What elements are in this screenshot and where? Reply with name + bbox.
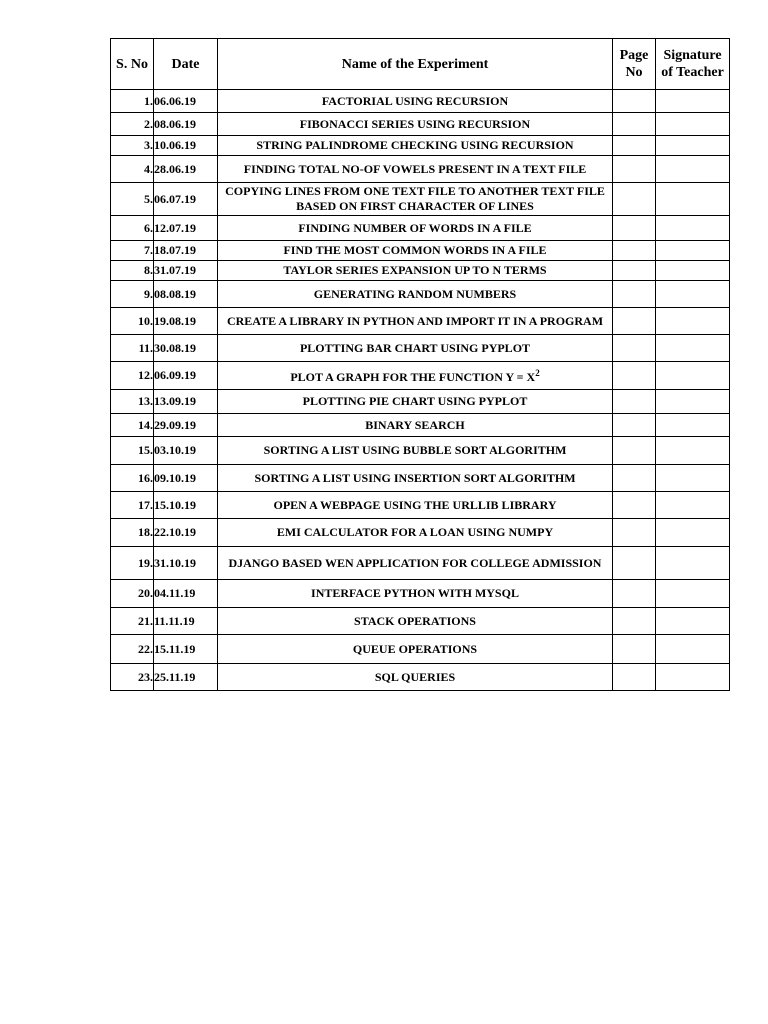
row-experiment-name bbox=[218, 90, 613, 113]
table-row bbox=[111, 216, 730, 241]
table-row bbox=[111, 281, 730, 308]
row-page-no bbox=[613, 608, 656, 635]
row-sno bbox=[111, 241, 154, 261]
row-date-text: 12.07.19 bbox=[154, 220, 196, 235]
table-body bbox=[111, 90, 730, 691]
row-sno-text: 1. bbox=[144, 93, 153, 108]
experiment-name-header: Name of the Experiment bbox=[218, 39, 613, 90]
row-date bbox=[154, 90, 218, 113]
row-experiment-name bbox=[218, 414, 613, 437]
row-date bbox=[154, 261, 218, 281]
row-sno-text: 15. bbox=[138, 443, 153, 457]
row-page-no bbox=[613, 492, 656, 519]
table-row bbox=[111, 608, 730, 635]
row-experiment-name-text: PLOT A GRAPH FOR THE FUNCTION Y = X bbox=[290, 370, 536, 384]
table-row bbox=[111, 261, 730, 281]
row-signature bbox=[656, 437, 730, 465]
row-sno bbox=[111, 390, 154, 414]
table-row bbox=[111, 414, 730, 437]
row-signature bbox=[656, 156, 730, 183]
row-experiment-name bbox=[218, 261, 613, 281]
page-no-header: Page No bbox=[613, 39, 656, 90]
row-page-no bbox=[613, 635, 656, 664]
row-experiment-name bbox=[218, 437, 613, 465]
row-experiment-name-text: FIND THE MOST COMMON WORDS IN A FILE bbox=[283, 243, 547, 257]
row-signature bbox=[656, 465, 730, 492]
row-experiment-name bbox=[218, 608, 613, 635]
row-date-text: 15.10.19 bbox=[154, 497, 196, 512]
row-sno bbox=[111, 465, 154, 492]
table-row bbox=[111, 390, 730, 414]
row-sno bbox=[111, 308, 154, 335]
row-date-text: 10.06.19 bbox=[154, 138, 196, 152]
row-sno-text: 23. bbox=[138, 669, 153, 684]
row-page-no bbox=[613, 547, 656, 580]
signature-header: Signature of Teacher bbox=[656, 39, 730, 90]
row-sno bbox=[111, 335, 154, 362]
row-sno-text: 11. bbox=[138, 340, 153, 355]
row-date-text: 29.09.19 bbox=[154, 417, 196, 432]
row-date bbox=[154, 362, 218, 390]
row-signature bbox=[656, 635, 730, 664]
row-sno-text: 5. bbox=[144, 191, 153, 206]
table-row bbox=[111, 335, 730, 362]
table-row bbox=[111, 492, 730, 519]
row-date bbox=[154, 608, 218, 635]
row-date bbox=[154, 465, 218, 492]
row-date-text: 04.11.19 bbox=[154, 586, 196, 600]
row-sno bbox=[111, 136, 154, 156]
table-row bbox=[111, 136, 730, 156]
row-signature bbox=[656, 664, 730, 691]
row-page-no bbox=[613, 156, 656, 183]
sno-header: S. No bbox=[111, 39, 154, 90]
row-experiment-name-text: SQL QUERIES bbox=[374, 669, 456, 684]
row-date bbox=[154, 580, 218, 608]
table-row bbox=[111, 156, 730, 183]
row-sno-text: 21. bbox=[138, 613, 153, 628]
row-date-text: 03.10.19 bbox=[154, 443, 196, 457]
row-sno-text: 12. bbox=[138, 368, 153, 382]
row-sno bbox=[111, 608, 154, 635]
row-experiment-name-text: OPEN A WEBPAGE USING THE URLLIB LIBRARY bbox=[273, 497, 557, 512]
row-experiment-name-text: FINDING TOTAL NO-OF VOWELS PRESENT IN A TEXT FILE bbox=[243, 161, 587, 176]
table-row bbox=[111, 362, 730, 390]
row-page-no bbox=[613, 437, 656, 465]
table-row bbox=[111, 113, 730, 136]
date-header: Date bbox=[154, 39, 218, 90]
row-date-text: 18.07.19 bbox=[154, 243, 196, 257]
row-signature bbox=[656, 308, 730, 335]
row-date bbox=[154, 308, 218, 335]
row-page-no bbox=[613, 390, 656, 414]
table-row bbox=[111, 90, 730, 113]
row-experiment-name bbox=[218, 241, 613, 261]
row-experiment-name bbox=[218, 635, 613, 664]
row-experiment-name-text: CREATE A LIBRARY IN PYTHON AND IMPORT IT IN A PROGRAM bbox=[226, 313, 604, 328]
row-experiment-name-text: DJANGO BASED WEN APPLICATION FOR COLLEGE ADMISSION bbox=[228, 555, 602, 570]
row-date-text: 08.06.19 bbox=[154, 116, 196, 131]
row-sno-text: 7. bbox=[144, 243, 153, 257]
row-experiment-name-text: QUEUE OPERATIONS bbox=[352, 641, 478, 656]
row-sno-text: 3. bbox=[144, 138, 153, 152]
row-date-text: 31.07.19 bbox=[154, 263, 196, 277]
row-date bbox=[154, 156, 218, 183]
row-date-text: 30.08.19 bbox=[154, 340, 196, 355]
row-page-no bbox=[613, 216, 656, 241]
row-experiment-name-text: BINARY SEARCH bbox=[365, 417, 465, 432]
row-page-no bbox=[613, 90, 656, 113]
row-signature bbox=[656, 241, 730, 261]
row-experiment-name-text: STACK OPERATIONS bbox=[354, 613, 476, 628]
table-row bbox=[111, 547, 730, 580]
row-date bbox=[154, 335, 218, 362]
row-sno-text: 17. bbox=[138, 497, 153, 512]
row-date bbox=[154, 635, 218, 664]
row-page-no bbox=[613, 335, 656, 362]
row-signature bbox=[656, 90, 730, 113]
row-date bbox=[154, 492, 218, 519]
row-experiment-name-text: STRING PALINDROME CHECKING USING RECURSION bbox=[256, 138, 574, 152]
row-experiment-name bbox=[218, 465, 613, 492]
row-signature bbox=[656, 547, 730, 580]
row-date bbox=[154, 113, 218, 136]
row-experiment-name bbox=[218, 580, 613, 608]
row-signature bbox=[656, 608, 730, 635]
row-experiment-name bbox=[218, 519, 613, 547]
row-experiment-name-text: FINDING NUMBER OF WORDS IN A FILE bbox=[298, 220, 532, 235]
row-date-text: 31.10.19 bbox=[154, 555, 196, 570]
row-sno bbox=[111, 437, 154, 465]
row-experiment-name-text: PLOTTING BAR CHART USING PYPLOT bbox=[299, 340, 531, 355]
row-date-text: 06.09.19 bbox=[154, 368, 196, 382]
row-sno-text: 14. bbox=[138, 417, 153, 432]
superscript: 2 bbox=[535, 368, 540, 378]
row-experiment-name-text: TAYLOR SERIES EXPANSION UP TO N TERMS bbox=[283, 263, 547, 277]
row-date bbox=[154, 241, 218, 261]
row-date-text: 09.10.19 bbox=[154, 470, 196, 485]
row-experiment-name-text: EMI CALCULATOR FOR A LOAN USING NUMPY bbox=[276, 525, 554, 539]
table-row bbox=[111, 635, 730, 664]
row-date-text: 28.06.19 bbox=[154, 161, 196, 176]
row-experiment-name bbox=[218, 281, 613, 308]
row-signature bbox=[656, 136, 730, 156]
row-experiment-name-text: PLOTTING PIE CHART USING PYPLOT bbox=[302, 394, 528, 408]
row-page-no bbox=[613, 261, 656, 281]
row-experiment-name bbox=[218, 183, 613, 216]
row-signature bbox=[656, 492, 730, 519]
row-sno-text: 9. bbox=[144, 286, 153, 301]
row-date bbox=[154, 183, 218, 216]
row-sno-text: 2. bbox=[144, 116, 153, 131]
row-sno bbox=[111, 216, 154, 241]
experiment-index-table bbox=[110, 38, 730, 691]
row-sno bbox=[111, 362, 154, 390]
row-experiment-name bbox=[218, 664, 613, 691]
row-signature bbox=[656, 390, 730, 414]
row-date bbox=[154, 390, 218, 414]
row-page-no bbox=[613, 241, 656, 261]
row-experiment-name-text: FACTORIAL USING RECURSION bbox=[321, 93, 509, 108]
row-page-no bbox=[613, 113, 656, 136]
table-row bbox=[111, 465, 730, 492]
row-page-no bbox=[613, 465, 656, 492]
row-sno bbox=[111, 414, 154, 437]
row-date bbox=[154, 414, 218, 437]
row-signature bbox=[656, 580, 730, 608]
row-sno bbox=[111, 281, 154, 308]
table-row bbox=[111, 580, 730, 608]
row-sno bbox=[111, 113, 154, 136]
row-experiment-name bbox=[218, 335, 613, 362]
row-sno-text: 8. bbox=[144, 263, 153, 277]
row-signature bbox=[656, 113, 730, 136]
row-date bbox=[154, 519, 218, 547]
row-signature bbox=[656, 216, 730, 241]
row-date-text: 15.11.19 bbox=[154, 641, 196, 656]
row-experiment-name bbox=[218, 362, 613, 390]
row-date bbox=[154, 136, 218, 156]
row-sno-text: 6. bbox=[144, 220, 153, 235]
row-experiment-name-text: GENERATING RANDOM NUMBERS bbox=[313, 286, 517, 301]
row-experiment-name bbox=[218, 156, 613, 183]
row-date bbox=[154, 437, 218, 465]
row-date bbox=[154, 664, 218, 691]
row-page-no bbox=[613, 281, 656, 308]
row-sno bbox=[111, 635, 154, 664]
row-date-text: 25.11.19 bbox=[154, 669, 196, 684]
row-sno-text: 19. bbox=[138, 555, 153, 570]
row-sno-text: 18. bbox=[138, 525, 153, 539]
row-page-no bbox=[613, 580, 656, 608]
row-sno bbox=[111, 547, 154, 580]
row-sno-text: 22. bbox=[138, 641, 153, 656]
row-date bbox=[154, 216, 218, 241]
table-row bbox=[111, 241, 730, 261]
row-date-text: 22.10.19 bbox=[154, 525, 196, 539]
row-sno-text: 10. bbox=[138, 313, 153, 328]
row-signature bbox=[656, 335, 730, 362]
header-row bbox=[111, 39, 730, 90]
row-sno bbox=[111, 492, 154, 519]
row-experiment-name-text: COPYING LINES FROM ONE TEXT FILE TO ANOTHER TEXT FILE BASED ON FIRST CHARACTER OF LINES bbox=[225, 184, 605, 213]
row-experiment-name bbox=[218, 390, 613, 414]
row-signature bbox=[656, 414, 730, 437]
row-sno bbox=[111, 519, 154, 547]
row-sno bbox=[111, 156, 154, 183]
table-row bbox=[111, 664, 730, 691]
row-experiment-name-text: SORTING A LIST USING INSERTION SORT ALGORITHM bbox=[254, 470, 576, 485]
row-page-no bbox=[613, 664, 656, 691]
table-row bbox=[111, 519, 730, 547]
row-signature bbox=[656, 519, 730, 547]
row-signature bbox=[656, 281, 730, 308]
row-page-no bbox=[613, 519, 656, 547]
row-date-text: 13.09.19 bbox=[154, 394, 196, 408]
row-experiment-name-text: SORTING A LIST USING BUBBLE SORT ALGORITHM bbox=[263, 443, 567, 457]
row-experiment-name bbox=[218, 492, 613, 519]
table-row bbox=[111, 437, 730, 465]
row-experiment-name bbox=[218, 547, 613, 580]
row-sno bbox=[111, 580, 154, 608]
row-date bbox=[154, 281, 218, 308]
row-sno bbox=[111, 664, 154, 691]
table-row bbox=[111, 308, 730, 335]
table-row bbox=[111, 183, 730, 216]
row-sno-text: 20. bbox=[138, 586, 153, 600]
row-date-text: 11.11.19 bbox=[154, 613, 195, 628]
row-sno bbox=[111, 90, 154, 113]
row-date-text: 19.08.19 bbox=[154, 313, 196, 328]
row-experiment-name-text: FIBONACCI SERIES USING RECURSION bbox=[299, 116, 531, 131]
row-page-no bbox=[613, 136, 656, 156]
row-experiment-name bbox=[218, 308, 613, 335]
row-date-text: 06.06.19 bbox=[154, 93, 196, 108]
row-date-text: 08.08.19 bbox=[154, 286, 196, 301]
row-signature bbox=[656, 183, 730, 216]
row-sno-text: 13. bbox=[138, 394, 153, 408]
row-page-no bbox=[613, 183, 656, 216]
row-experiment-name-text: INTERFACE PYTHON WITH MYSQL bbox=[311, 586, 519, 600]
row-page-no bbox=[613, 362, 656, 390]
row-signature bbox=[656, 362, 730, 390]
row-experiment-name bbox=[218, 113, 613, 136]
row-date bbox=[154, 547, 218, 580]
row-signature bbox=[656, 261, 730, 281]
row-page-no bbox=[613, 414, 656, 437]
row-sno bbox=[111, 261, 154, 281]
row-date-text: 06.07.19 bbox=[154, 191, 196, 206]
row-experiment-name bbox=[218, 136, 613, 156]
row-page-no bbox=[613, 308, 656, 335]
row-sno-text: 16. bbox=[138, 470, 153, 485]
row-sno bbox=[111, 183, 154, 216]
row-sno-text: 4. bbox=[144, 161, 153, 176]
row-experiment-name bbox=[218, 216, 613, 241]
